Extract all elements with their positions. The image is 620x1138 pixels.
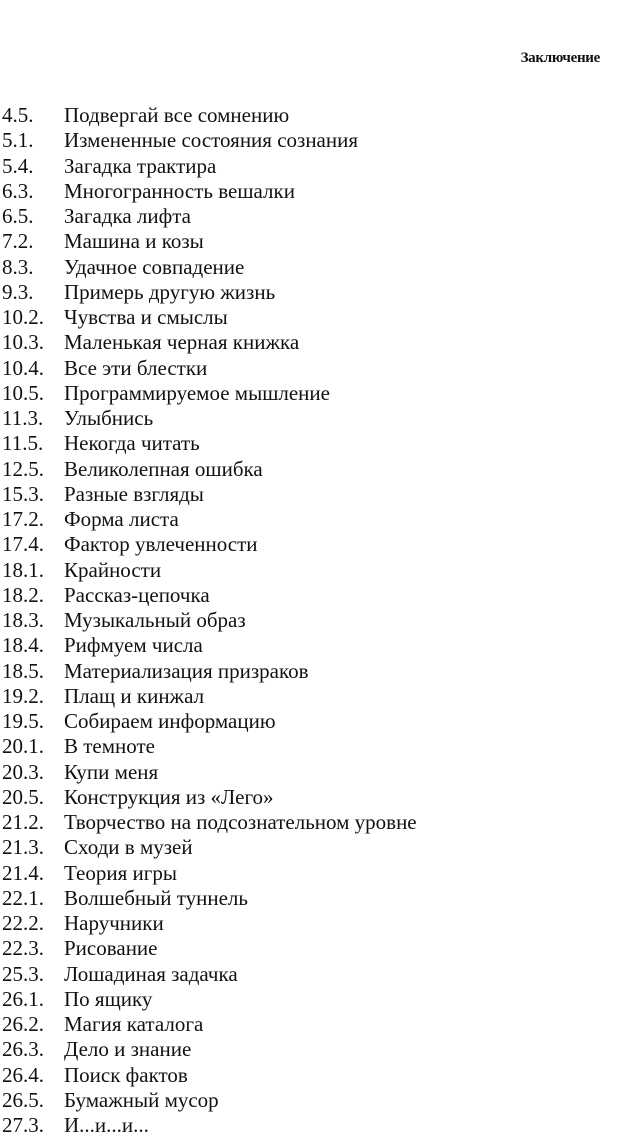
exercise-title: Все эти блестки	[64, 355, 208, 380]
exercise-title: Конструкция из «Лего»	[64, 784, 274, 809]
exercise-number: 19.5.	[2, 709, 44, 733]
running-header: Заключение	[520, 50, 600, 66]
exercise-title: Материализация призраков	[64, 658, 309, 683]
list-item	[2, 785, 417, 810]
exercise-title: Программируемое мышление	[64, 380, 330, 405]
exercise-number: 12.5.	[2, 456, 44, 481]
exercise-number: 17.2.	[2, 507, 44, 531]
exercise-number: 25.3.	[2, 961, 44, 986]
list-item	[2, 381, 417, 406]
list-item	[2, 1113, 417, 1138]
list-item	[2, 911, 417, 936]
list-item	[2, 179, 417, 204]
exercise-number: 22.2.	[2, 911, 44, 935]
exercise-number: 18.1.	[2, 557, 44, 582]
exercise-number: 5.1.	[2, 128, 34, 153]
exercise-title: Разные взгляды	[64, 481, 204, 506]
exercise-number: 10.3.	[2, 330, 44, 355]
list-item	[2, 1088, 417, 1113]
list-item	[2, 204, 417, 229]
exercise-title: Некогда читать	[64, 431, 200, 456]
exercise-title: Музыкальный образ	[64, 608, 246, 632]
exercise-title: Бумажный мусор	[64, 1087, 219, 1112]
exercise-number: 20.5.	[2, 784, 44, 809]
exercise-title: Рифмуем числа	[64, 633, 203, 658]
exercise-title: Творчество на подсознательном уровне	[64, 810, 417, 834]
list-item	[2, 457, 417, 482]
list-item	[2, 962, 417, 987]
exercise-number: 8.3.	[2, 254, 34, 279]
list-item	[2, 734, 417, 759]
exercise-number: 11.5.	[2, 431, 44, 456]
exercise-number: 20.1.	[2, 734, 44, 759]
exercise-title: Загадка трактира	[64, 153, 217, 178]
exercise-number: 11.3.	[2, 406, 44, 430]
exercise-number: 22.3.	[2, 936, 44, 961]
exercise-number: 10.2.	[2, 305, 44, 329]
exercise-title: Крайности	[64, 557, 162, 582]
exercise-title: Купи меня	[64, 759, 159, 784]
exercise-number: 26.5.	[2, 1087, 44, 1112]
exercise-title: Дело и знание	[64, 1037, 192, 1062]
list-item	[2, 103, 417, 128]
list-item	[2, 431, 417, 456]
exercise-title: Примерь другую жизнь	[64, 279, 276, 304]
list-item	[2, 1012, 417, 1037]
exercise-number: 6.5.	[2, 204, 34, 228]
list-item	[2, 987, 417, 1012]
list-item	[2, 709, 417, 734]
list-item	[2, 305, 417, 330]
exercise-number: 18.5.	[2, 658, 44, 683]
exercise-title: Теория игры	[64, 860, 177, 885]
exercise-number: 18.3.	[2, 608, 44, 632]
exercise-number: 4.5.	[2, 103, 34, 127]
list-item	[2, 406, 417, 431]
list-item	[2, 482, 417, 507]
exercise-number: 21.2.	[2, 810, 44, 834]
list-item	[2, 154, 417, 179]
exercise-title: Поиск фактов	[64, 1062, 188, 1087]
list-item	[2, 558, 417, 583]
exercise-title: Магия каталога	[64, 1012, 204, 1036]
list-item	[2, 255, 417, 280]
list-item	[2, 633, 417, 658]
list-item	[2, 684, 417, 709]
exercise-number: 17.4.	[2, 532, 44, 557]
exercise-title: Рисование	[64, 936, 158, 961]
exercise-number: 15.3.	[2, 481, 44, 506]
exercise-number: 27.3.	[2, 1113, 44, 1137]
exercise-number: 21.4.	[2, 860, 44, 885]
exercise-title: Чувства и смыслы	[64, 305, 228, 329]
list-item	[2, 1037, 417, 1062]
exercise-number: 19.2.	[2, 683, 44, 708]
exercise-title: Подвергай все сомнению	[64, 103, 290, 127]
exercise-title: Многогранность вешалки	[64, 178, 295, 203]
exercise-number: 22.1.	[2, 885, 44, 910]
exercise-title: Измененные состояния сознания	[64, 128, 359, 153]
exercise-title: В темноте	[64, 734, 156, 759]
exercise-number: 6.3.	[2, 178, 34, 203]
exercise-title: По ящику	[64, 986, 153, 1011]
exercise-number: 5.4.	[2, 153, 34, 178]
list-item	[2, 659, 417, 684]
exercise-number: 26.3.	[2, 1037, 44, 1062]
list-item	[2, 835, 417, 860]
list-item	[2, 760, 417, 785]
exercise-number: 18.4.	[2, 633, 44, 658]
list-item	[2, 507, 417, 532]
exercise-number: 10.4.	[2, 355, 44, 380]
exercise-number: 9.3.	[2, 279, 34, 304]
list-item	[2, 583, 417, 608]
exercise-title: Собираем информацию	[64, 709, 276, 733]
exercise-title: Рассказ-цепочка	[64, 582, 210, 607]
list-item	[2, 229, 417, 254]
exercise-title: Машина и козы	[64, 229, 204, 254]
exercise-title: Лошадиная задачка	[64, 961, 238, 986]
exercise-number: 20.3.	[2, 759, 44, 784]
exercise-title: Наручники	[64, 911, 164, 935]
exercise-title: Плащ и кинжал	[64, 683, 205, 708]
list-item	[2, 886, 417, 911]
exercise-title: Сходи в музей	[64, 835, 193, 860]
exercise-number: 21.3.	[2, 835, 44, 860]
list-item	[2, 608, 417, 633]
exercise-number: 26.2.	[2, 1012, 44, 1036]
list-item	[2, 532, 417, 557]
list-item	[2, 128, 417, 153]
exercise-title: Волшебный туннель	[64, 885, 248, 910]
exercise-title: Фактор увлеченности	[64, 532, 258, 557]
exercise-number: 18.2.	[2, 582, 44, 607]
exercise-title: Маленькая черная книжка	[64, 330, 300, 355]
exercise-title: Загадка лифта	[64, 204, 191, 228]
list-item	[2, 936, 417, 961]
list-item	[2, 356, 417, 381]
exercise-number: 26.4.	[2, 1062, 44, 1087]
list-item	[2, 1063, 417, 1088]
exercise-title: Форма листа	[64, 507, 179, 531]
list-item	[2, 810, 417, 835]
exercise-number: 7.2.	[2, 229, 34, 254]
list-item	[2, 861, 417, 886]
exercise-number: 26.1.	[2, 986, 44, 1011]
exercise-title: Великолепная ошибка	[64, 456, 263, 481]
list-item	[2, 330, 417, 355]
exercise-list	[2, 103, 417, 1138]
exercise-number: 10.5.	[2, 380, 44, 405]
list-item	[2, 280, 417, 305]
exercise-title: И...и...и...	[64, 1113, 149, 1137]
exercise-title: Удачное совпадение	[64, 254, 245, 279]
exercise-title: Улыбнись	[64, 406, 154, 430]
